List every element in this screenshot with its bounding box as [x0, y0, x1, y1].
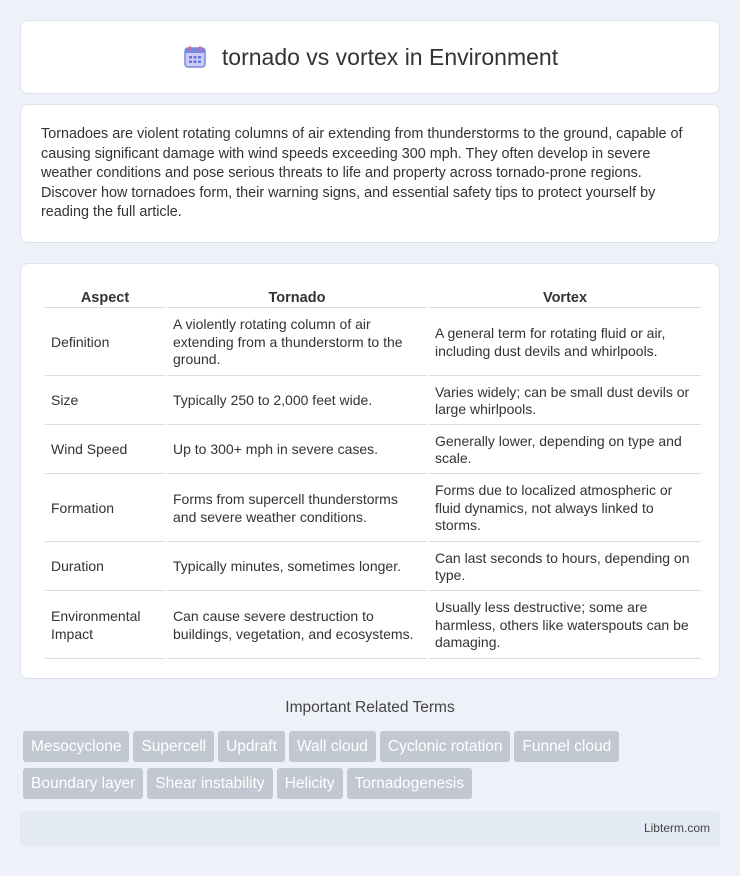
intro-text: Tornadoes are violent rotating columns of air extending from thunderstorms to the ground, capable of causing significant damage with wind speeds exceeding 300 mph. They often develop in severe weather conditions and pose serious threats to life and property across tornado-prone regions. Discover how tornadoes form, their warning signs, and essential safety tips to protect yourself by reading the full article.	[41, 126, 683, 221]
cell-vortex: A general term for rotating fluid or air, including dust devils and whirlpools.	[429, 310, 701, 376]
cell-vortex: Varies widely; can be small dust devils or large whirlpools.	[429, 378, 701, 425]
calendar-icon	[182, 44, 208, 70]
tag-tornadogenesis[interactable]: Tornadogenesis	[347, 768, 472, 799]
cell-vortex: Usually less destructive; some are harmless, others like waterspouts can be damaging.	[429, 593, 701, 659]
table-row	[45, 593, 701, 659]
table-header-row	[45, 286, 701, 308]
footer-brand-link[interactable]: Libterm.com	[643, 821, 710, 835]
cell-aspect: Environmental Impact	[45, 593, 165, 659]
intro-card	[20, 104, 720, 243]
table-row	[45, 476, 701, 542]
tag-supercell[interactable]: Supercell	[133, 731, 214, 762]
header-aspect: Aspect	[45, 286, 165, 308]
table-row	[45, 427, 701, 474]
footer	[20, 811, 720, 846]
tag-boundary-layer[interactable]: Boundary layer	[23, 768, 143, 799]
comparison-table-card	[20, 263, 720, 679]
table-row	[45, 310, 701, 376]
cell-vortex: Forms due to localized atmospheric or fluid dynamics, not always linked to storms.	[429, 476, 701, 542]
tag-updraft[interactable]: Updraft	[218, 731, 285, 762]
cell-tornado: Up to 300+ mph in severe cases.	[167, 427, 427, 474]
tag-shear-instability[interactable]: Shear instability	[147, 768, 272, 799]
table-row	[45, 378, 701, 425]
cell-aspect: Formation	[45, 476, 165, 542]
cell-tornado: Forms from supercell thunderstorms and severe weather conditions.	[167, 476, 427, 542]
tag-mesocyclone[interactable]: Mesocyclone	[23, 731, 129, 762]
cell-aspect: Size	[45, 378, 165, 425]
header-card	[20, 20, 720, 94]
page-title: tornado vs vortex in Environment	[221, 43, 559, 70]
tag-funnel-cloud[interactable]: Funnel cloud	[514, 731, 619, 762]
comparison-table	[43, 284, 703, 661]
cell-aspect: Definition	[45, 310, 165, 376]
cell-tornado: Typically 250 to 2,000 feet wide.	[167, 378, 427, 425]
cell-aspect: Wind Speed	[45, 427, 165, 474]
tag-wall-cloud[interactable]: Wall cloud	[289, 731, 376, 762]
related-terms-title: Important Related Terms	[285, 699, 455, 716]
cell-tornado: Can cause severe destruction to buildings, vegetation, and ecosystems.	[167, 593, 427, 659]
cell-aspect: Duration	[45, 544, 165, 591]
cell-tornado: Typically minutes, sometimes longer.	[167, 544, 427, 591]
cell-vortex: Can last seconds to hours, depending on type.	[429, 544, 701, 591]
header-tornado: Tornado	[167, 286, 427, 308]
table-row	[45, 544, 701, 591]
header-vortex: Vortex	[429, 286, 701, 308]
tag-helicity[interactable]: Helicity	[277, 768, 343, 799]
related-terms-list	[23, 731, 723, 805]
tag-cyclonic-rotation[interactable]: Cyclonic rotation	[380, 731, 511, 762]
cell-tornado: A violently rotating column of air extending from a thunderstorm to the ground.	[167, 310, 427, 376]
cell-vortex: Generally lower, depending on type and scale.	[429, 427, 701, 474]
